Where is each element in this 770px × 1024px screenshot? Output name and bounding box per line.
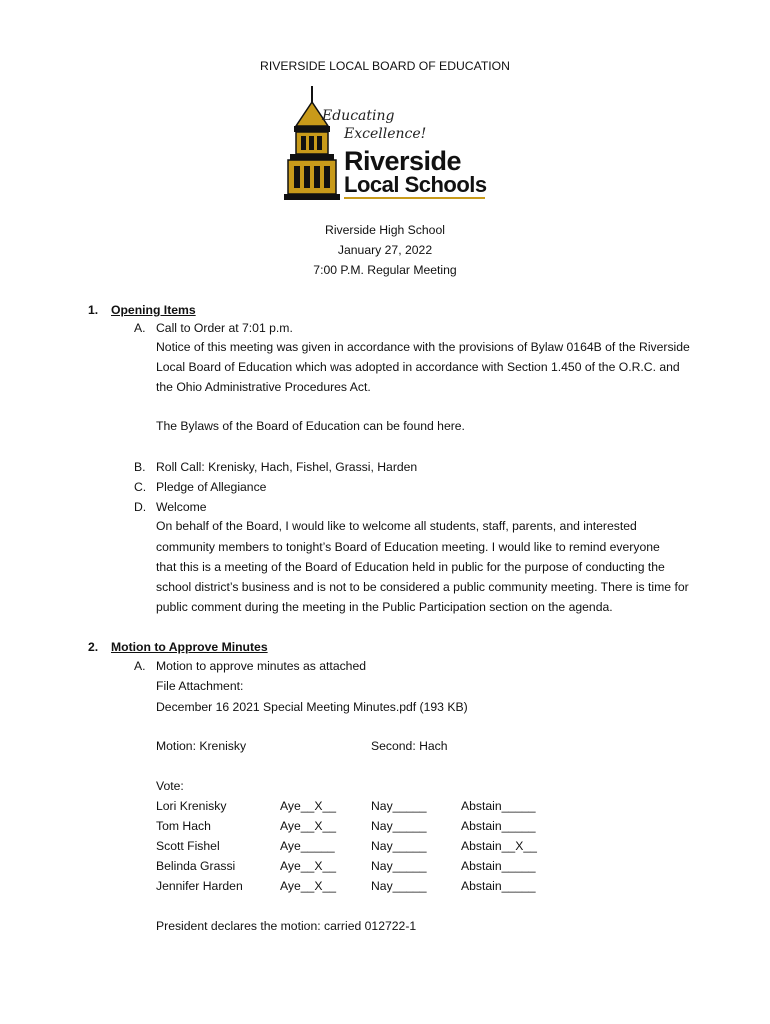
welcome-line: school district’s business and is not to be considered a public community meeting. There is time for xyxy=(156,580,689,594)
vote-aye: Aye__X__ xyxy=(280,799,337,813)
second-by: Second: Hach xyxy=(371,739,448,753)
section-number: 1. xyxy=(88,303,99,317)
notice-line: the Ohio Administrative Procedures Act. xyxy=(156,380,371,394)
roll-call: Roll Call: Krenisky, Hach, Fishel, Grassi, Harden xyxy=(156,460,418,474)
item-letter: B. xyxy=(134,460,146,474)
motion-result: President declares the motion: carried 012722-1 xyxy=(156,919,417,933)
meeting-date: January 27, 2022 xyxy=(337,243,433,257)
bylaws-link-text[interactable]: The Bylaws of the Board of Education can be found here. xyxy=(156,419,465,433)
vote-aye: Aye__X__ xyxy=(280,879,337,893)
vote-abstain: Abstain__X__ xyxy=(461,839,537,853)
vote-abstain: Abstain_____ xyxy=(461,819,536,833)
vote-abstain: Abstain_____ xyxy=(461,799,536,813)
section-heading-opening-items: Opening Items xyxy=(111,303,196,317)
meeting-type: 7:00 P.M. Regular Meeting xyxy=(313,263,457,277)
vote-nay: Nay_____ xyxy=(371,819,427,833)
riverside-logo: Educating Excellence! Riverside Local Schools xyxy=(282,84,487,202)
notice-line: Local Board of Education which was adopted in accordance with Section 1.450 of the O.R.C. and xyxy=(156,360,680,374)
call-to-order: Call to Order at 7:01 p.m. xyxy=(156,321,293,335)
vote-nay: Nay_____ xyxy=(371,799,427,813)
section-number: 2. xyxy=(88,640,99,654)
item-letter: A. xyxy=(134,659,146,673)
item-letter: A. xyxy=(134,321,146,335)
item-letter: D. xyxy=(134,500,147,514)
vote-nay: Nay_____ xyxy=(371,879,427,893)
vote-abstain: Abstain_____ xyxy=(461,879,536,893)
vote-aye: Aye__X__ xyxy=(280,859,337,873)
vote-name: Tom Hach xyxy=(156,819,211,833)
welcome-line: community members to tonight’s Board of Education meeting. I would like to remind everyone xyxy=(156,540,660,554)
meeting-location: Riverside High School xyxy=(325,223,445,237)
notice-line: Notice of this meeting was given in accordance with the provisions of Bylaw 0164B of the Riverside xyxy=(156,340,690,354)
vote-nay: Nay_____ xyxy=(371,859,427,873)
file-attachment-link[interactable]: December 16 2021 Special Meeting Minutes.pdf (193 KB) xyxy=(156,700,468,714)
pledge: Pledge of Allegiance xyxy=(156,480,267,494)
vote-abstain: Abstain_____ xyxy=(461,859,536,873)
item-letter: C. xyxy=(134,480,147,494)
org-title: RIVERSIDE LOCAL BOARD OF EDUCATION xyxy=(260,59,510,73)
motion-by: Motion: Krenisky xyxy=(156,739,247,753)
vote-name: Jennifer Harden xyxy=(156,879,243,893)
vote-name: Lori Krenisky xyxy=(156,799,227,813)
welcome: Welcome xyxy=(156,500,207,514)
vote-aye: Aye__X__ xyxy=(280,819,337,833)
welcome-line: that this is a meeting of the Board of Education held in public for the purpose of conducting the xyxy=(156,560,665,574)
vote-aye: Aye_____ xyxy=(280,839,335,853)
section-heading-approve-minutes: Motion to Approve Minutes xyxy=(111,640,268,654)
vote-name: Scott Fishel xyxy=(156,839,220,853)
vote-name: Belinda Grassi xyxy=(156,859,236,873)
motion-description: Motion to approve minutes as attached xyxy=(156,659,367,673)
file-attachment-label: File Attachment: xyxy=(156,679,244,693)
vote-nay: Nay_____ xyxy=(371,839,427,853)
vote-label: Vote: xyxy=(156,779,184,793)
welcome-line: public comment during the meeting in the Public Participation section on the agenda. xyxy=(156,600,613,614)
welcome-line: On behalf of the Board, I would like to welcome all students, staff, parents, and interested xyxy=(156,519,637,533)
